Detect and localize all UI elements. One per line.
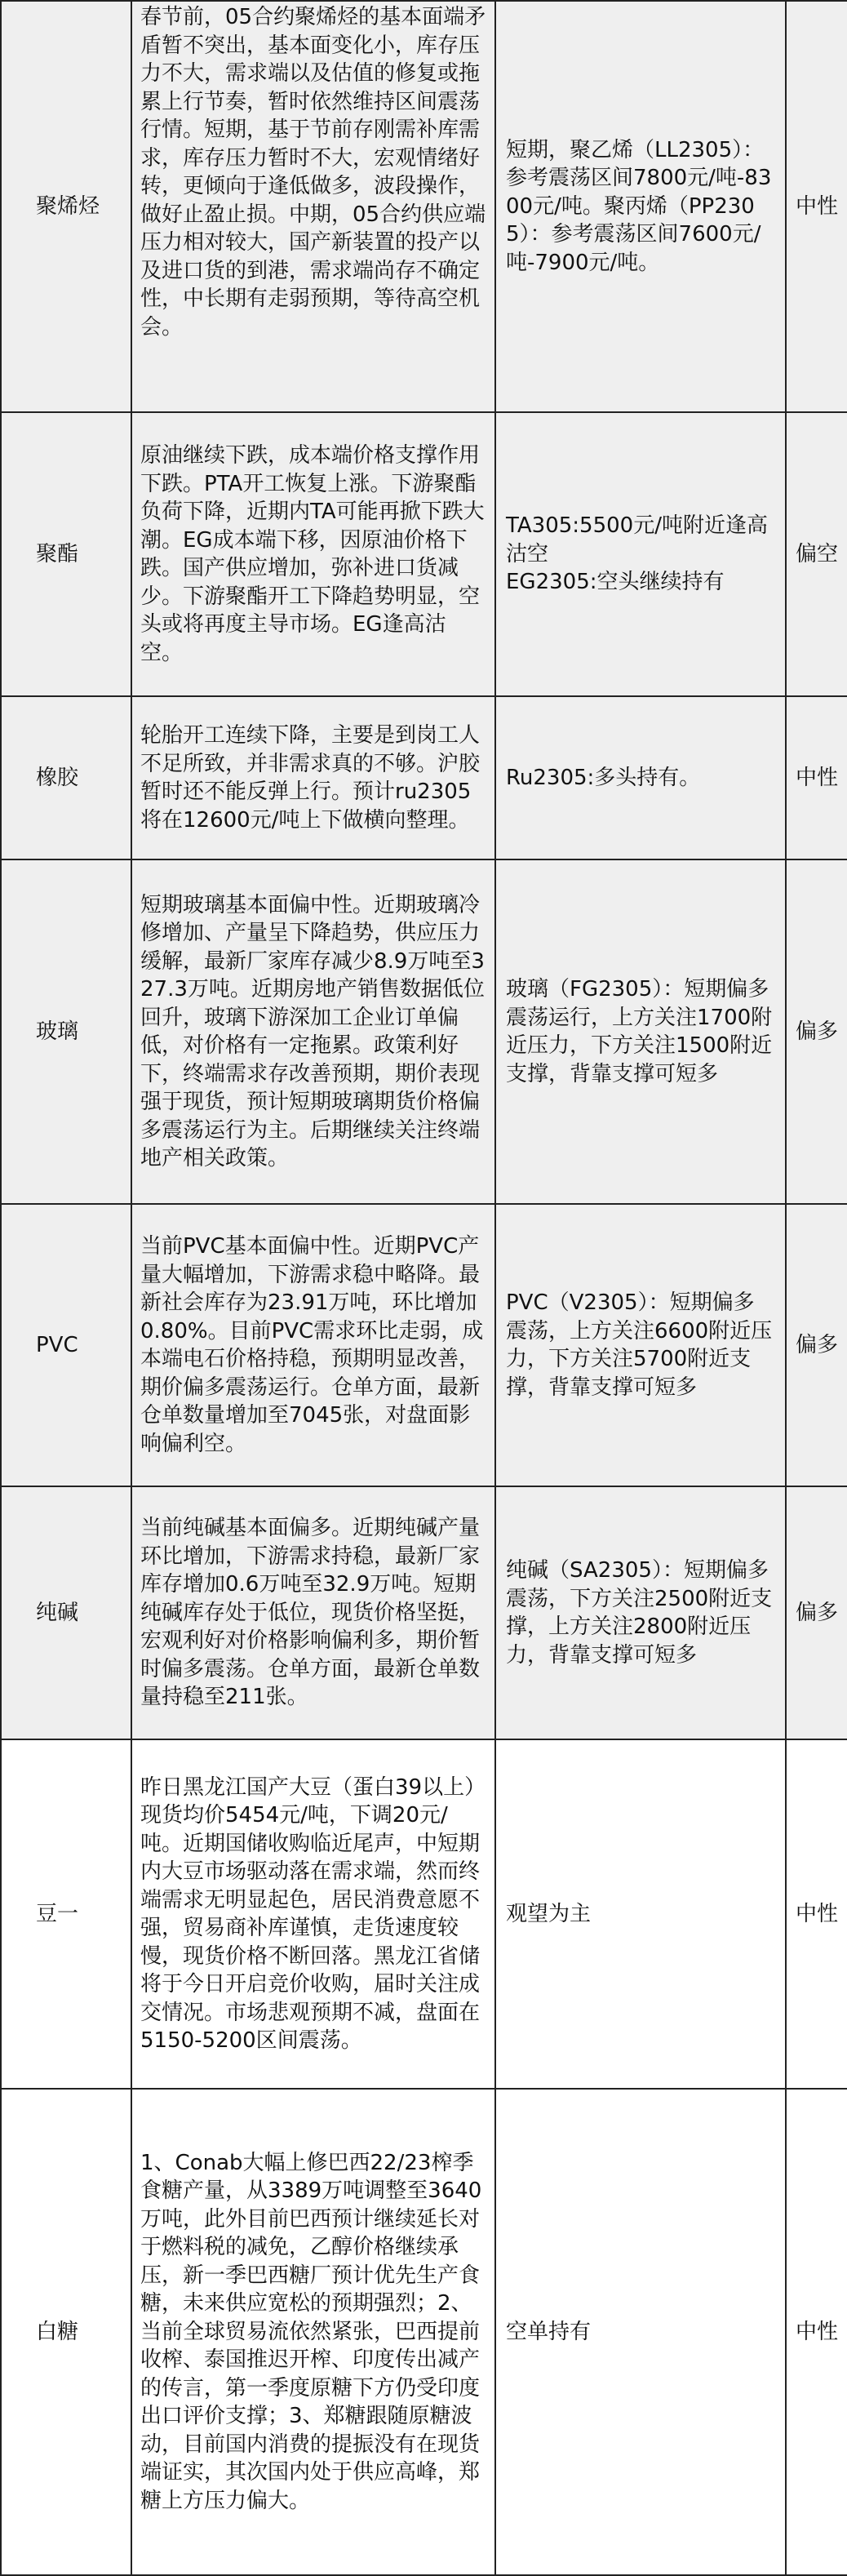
trading-strategy: 短期，聚乙烯（LL2305）：参考震荡区间7800元/吨-8300元/吨。聚丙烯（PP2305）：参考震荡区间7600元/吨-7900元/吨。 <box>495 1 786 412</box>
commodity-name: 玻璃 <box>1 859 131 1204</box>
table-row <box>1 1 847 412</box>
commodity-name: 聚酯 <box>1 412 131 696</box>
fundamental-analysis: 短期玻璃基本面偏中性。近期玻璃冷修增加、产量呈下降趋势，供应压力缓解，最新厂家库存减少8.9万吨至327.3万吨。近期房地产销售数据低位回升，玻璃下游深加工企业订单偏低，对价格有一定拖累。政策利好下，终端需求存改善预期，期价表现强于现货，预计短期玻璃期货价格偏多震荡运行为主。后期继续关注终端地产相关政策。 <box>131 859 495 1204</box>
commodity-name: 橡胶 <box>1 696 131 859</box>
commodity-name: 豆一 <box>1 1739 131 2089</box>
fundamental-analysis: 1、Conab大幅上修巴西22/23榨季食糖产量，从3389万吨调整至3640万吨，此外目前巴西预计继续延长对于燃料税的减免，乙醇价格继续承压，新一季巴西糖厂预计优先生产食糖，未来供应宽松的预期强烈；2、当前全球贸易流依然紧张，巴西提前收榨、泰国推迟开榨、印度传出减产的传言，第一季度原糖下方仍受印度出口评价支撑；3、郑糖跟随原糖波动，目前国内消费的提振没有在现货端证实，其次国内处于供应高峰，郑糖上方压力偏大。 <box>131 2089 495 2575</box>
commodity-name: PVC <box>1 1204 131 1486</box>
fundamental-analysis: 春节前，05合约聚烯烃的基本面端矛盾暂不突出，基本面变化小，库存压力不大，需求端以及估值的修复或拖累上行节奏，暂时依然维持区间震荡行情。短期，基于节前存刚需补库需求，库存压力暂时不大，宏观情绪好转，更倾向于逢低做多，波段操作，做好止盈止损。中期，05合约供应端压力相对较大，国产新装置的投产以及进口货的到港，需求端尚存不确定性，中长期有走弱预期，等待高空机会。 <box>131 1 495 412</box>
market-view: 偏多 <box>786 859 847 1204</box>
trading-strategy: 纯碱（SA2305）：短期偏多震荡，下方关注2500附近支撑，上方关注2800附近压力，背靠支撑可短多 <box>495 1486 786 1739</box>
market-view: 偏多 <box>786 1204 847 1486</box>
fundamental-analysis: 当前纯碱基本面偏多。近期纯碱产量环比增加，下游需求持稳，最新厂家库存增加0.6万吨至32.9万吨。短期纯碱库存处于低位，现货价格坚挺，宏观利好对价格影响偏利多，期价暂时偏多震荡。仓单方面，最新仓单数量持稳至211张。 <box>131 1486 495 1739</box>
market-view: 中性 <box>786 1 847 412</box>
trading-strategy: PVC（V2305）：短期偏多震荡，上方关注6600附近压力，下方关注5700附近支撑，背靠支撑可短多 <box>495 1204 786 1486</box>
commodity-name: 纯碱 <box>1 1486 131 1739</box>
trading-strategy: 玻璃（FG2305）：短期偏多震荡运行，上方关注1700附近压力，下方关注1500附近支撑，背靠支撑可短多 <box>495 859 786 1204</box>
market-view: 偏多 <box>786 1486 847 1739</box>
table-row <box>1 412 847 696</box>
market-view: 偏空 <box>786 412 847 696</box>
trading-strategy: 观望为主 <box>495 1739 786 2089</box>
trading-strategy: 空单持有 <box>495 2089 786 2575</box>
fundamental-analysis: 昨日黑龙江国产大豆（蛋白39以上）现货均价5454元/吨，下调20元/吨。近期国储收购临近尾声，中短期内大豆市场驱动落在需求端，然而终端需求无明显起色，居民消费意愿不强，贸易商补库谨慎，走货速度较慢，现货价格不断回落。黑龙江省储将于今日开启竞价收购，届时关注成交情况。市场悲观预期不减，盘面在5150-5200区间震荡。 <box>131 1739 495 2089</box>
table-row <box>1 2089 847 2575</box>
table-row <box>1 1739 847 2089</box>
market-view: 中性 <box>786 2089 847 2575</box>
commodity-name: 白糖 <box>1 2089 131 2575</box>
fundamental-analysis: 原油继续下跌，成本端价格支撑作用下跌。PTA开工恢复上涨。下游聚酯负荷下降，近期内TA可能再掀下跌大潮。EG成本端下移，因原油价格下跌。国产供应增加，弥补进口货减少。下游聚酯开工下降趋势明显，空头或将再度主导市场。EG逢高沽空。 <box>131 412 495 696</box>
table-row <box>1 1486 847 1739</box>
fundamental-analysis: 轮胎开工连续下降，主要是到岗工人不足所致，并非需求真的不够。沪胶暂时还不能反弹上行。预计ru2305将在12600元/吨上下做横向整理。 <box>131 696 495 859</box>
table-row <box>1 859 847 1204</box>
fundamental-analysis: 当前PVC基本面偏中性。近期PVC产量大幅增加，下游需求稳中略降。最新社会库存为23.91万吨，环比增加0.80%。目前PVC需求环比走弱，成本端电石价格持稳，预期明显改善，期价偏多震荡运行。仓单方面，最新仓单数量增加至7045张，对盘面影响偏利空。 <box>131 1204 495 1486</box>
table-row <box>1 1204 847 1486</box>
trading-strategy: TA305:5500元/吨附近逢高沽空 EG2305:空头继续持有 <box>495 412 786 696</box>
trading-strategy: Ru2305:多头持有。 <box>495 696 786 859</box>
market-view: 中性 <box>786 696 847 859</box>
market-view: 中性 <box>786 1739 847 2089</box>
table-row <box>1 696 847 859</box>
commodity-name: 聚烯烃 <box>1 1 131 412</box>
